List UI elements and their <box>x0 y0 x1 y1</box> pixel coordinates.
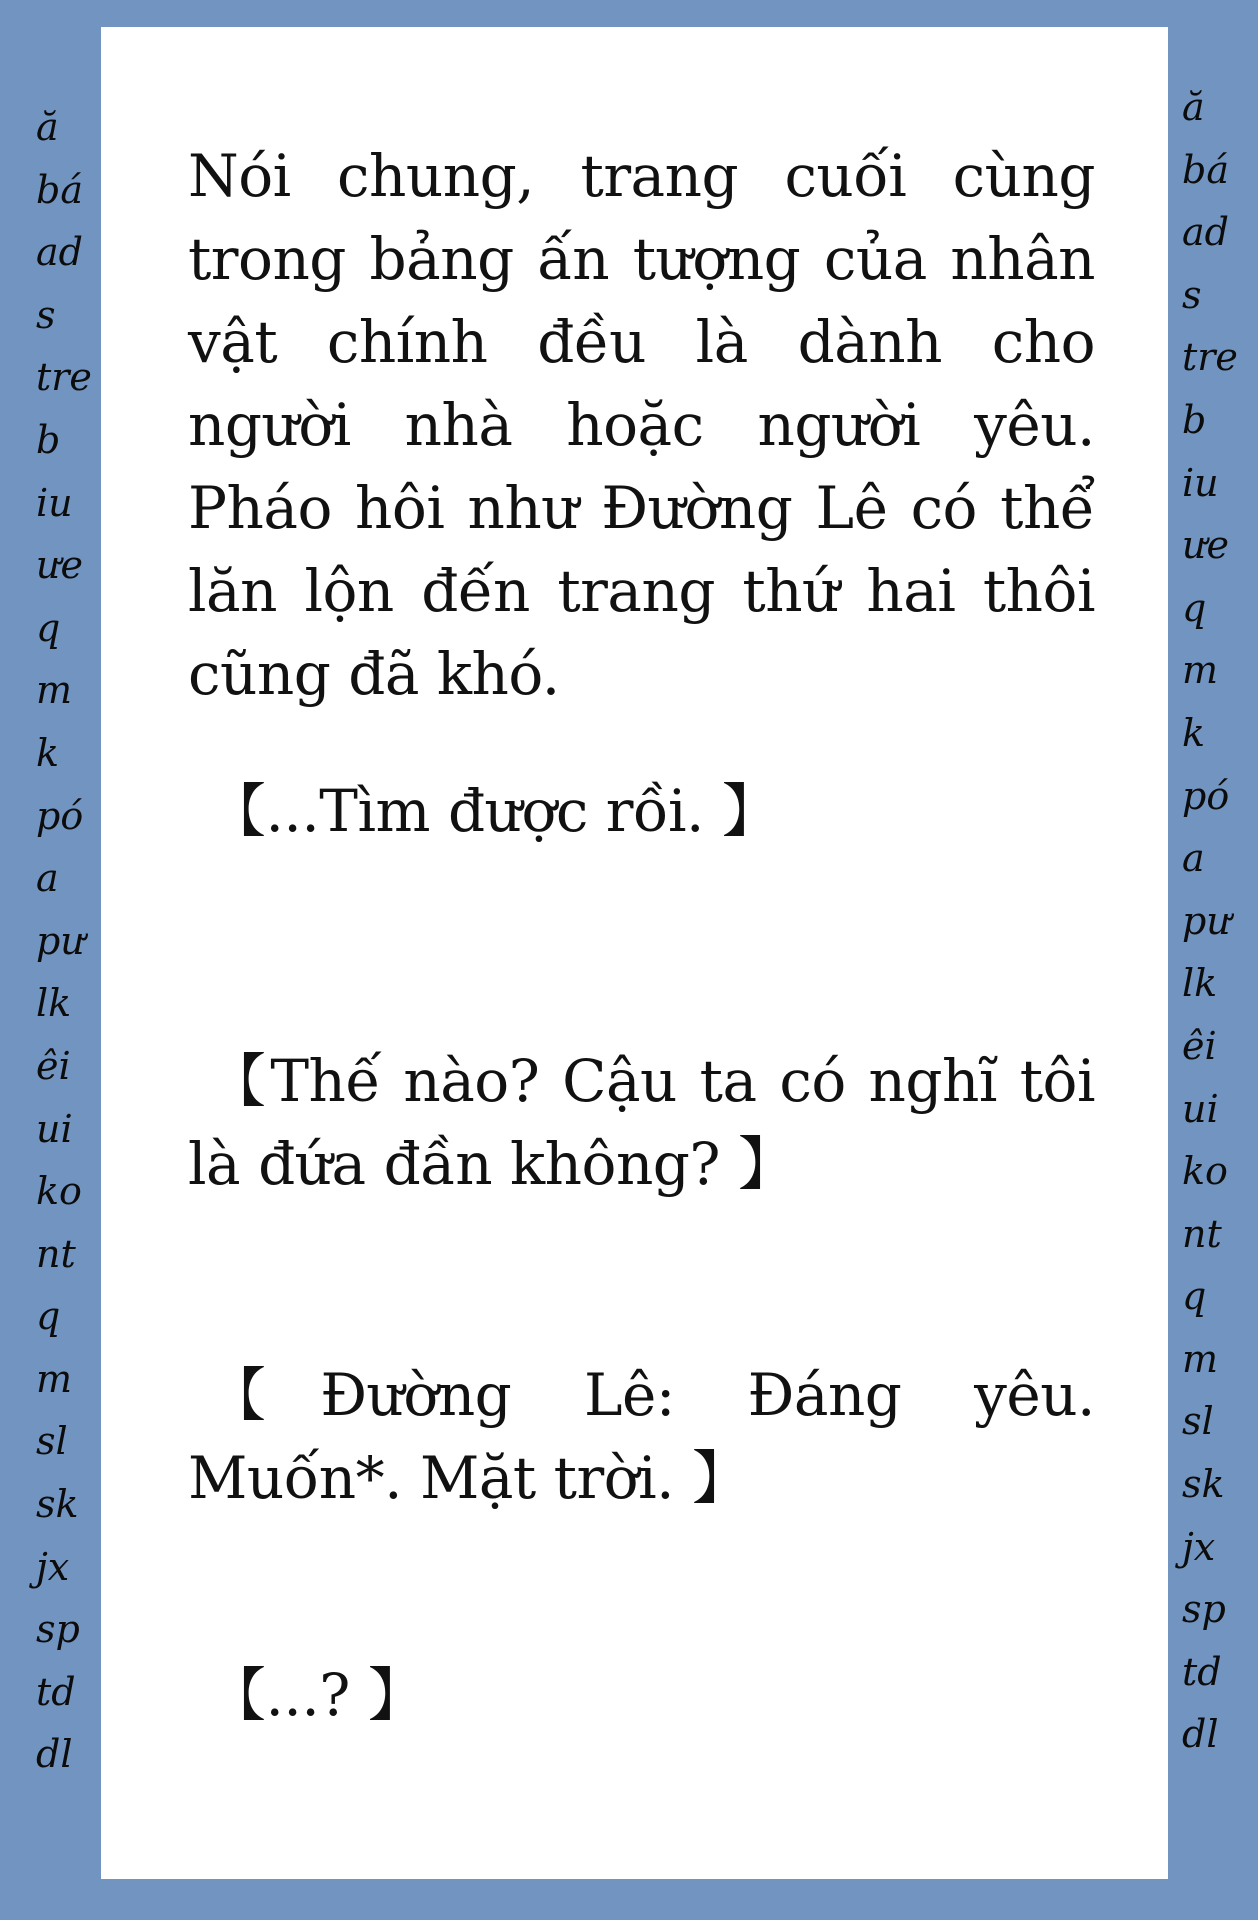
margin-letter: b <box>36 417 61 462</box>
margin-letter: ad <box>1182 210 1229 255</box>
margin-letter: ui <box>1182 1086 1219 1131</box>
margin-letter: k <box>36 730 60 775</box>
margin-letter: ad <box>36 230 83 275</box>
margin-letter: pư <box>36 918 85 963</box>
margin-letter: q <box>1182 1274 1207 1319</box>
margin-letter: lk <box>36 981 72 1026</box>
margin-letter: ưe <box>1182 523 1229 568</box>
margin-letter: ưe <box>36 543 83 588</box>
margin-letter: nt <box>1182 1211 1222 1256</box>
margin-letter: êi <box>36 1043 71 1088</box>
margin-letter: s <box>36 292 56 337</box>
margin-letter: q <box>1182 585 1207 630</box>
margin-letter: tre <box>36 355 92 400</box>
margin-letter: m <box>1182 1336 1219 1381</box>
margin-letter: sl <box>36 1419 68 1464</box>
margin-letter: lk <box>1182 961 1218 1006</box>
margin-letter: sk <box>36 1482 79 1527</box>
margin-letter: iu <box>36 480 73 525</box>
margin-letter: td <box>1182 1649 1222 1694</box>
paragraph-narration: Nói chung, trang cuối cùng trong bảng ấn tượng của nhân vật chính đều là dành cho người nhà hoặc người yêu. Pháo hôi như Đường Lê có thể lăn lộn đến trang thứ hai thôi cũng đã khó. <box>188 142 1095 708</box>
margin-letter: k <box>1182 710 1206 755</box>
margin-letter: dl <box>1182 1712 1219 1757</box>
margin-letter: nt <box>36 1231 76 1276</box>
margin-letter: a <box>36 856 59 901</box>
margin-letter: ă <box>1182 85 1205 129</box>
paragraph-dialogue: 【...Tìm được rồi. 】 <box>208 777 780 845</box>
paragraph-dialogue: 【...? 】 <box>208 1661 426 1729</box>
margin-letter: pó <box>36 793 84 838</box>
margin-letter: q <box>36 1294 61 1339</box>
paragraph-dialogue: 【Thế nào? Cậu ta có nghĩ tôi là đứa đần không? 】 <box>188 1047 1095 1198</box>
margin-letter: ko <box>36 1169 82 1214</box>
margin-letter: jx <box>36 1544 70 1589</box>
margin-letter: tre <box>1182 335 1238 380</box>
margin-letter: a <box>1182 836 1205 881</box>
text-page <box>101 27 1168 1879</box>
margin-letter: pư <box>1182 898 1231 943</box>
margin-letter: sp <box>36 1607 80 1652</box>
margin-letter: s <box>1182 272 1202 317</box>
margin-letter: jx <box>1182 1524 1216 1569</box>
margin-letter: pó <box>1182 773 1230 818</box>
margin-letter: m <box>36 668 73 713</box>
margin-letter: td <box>36 1669 76 1714</box>
margin-letter: iu <box>1182 460 1219 505</box>
margin-letter: êi <box>1182 1023 1217 1068</box>
left-margin-letters <box>14 96 102 1786</box>
margin-letter: ă <box>36 105 59 149</box>
margin-letter: sp <box>1182 1587 1226 1632</box>
margin-letter: bá <box>1182 147 1229 192</box>
margin-letter: dl <box>36 1732 73 1777</box>
margin-letter: m <box>36 1356 73 1401</box>
margin-letter: ko <box>1182 1149 1228 1194</box>
paragraph-dialogue: 【Đường Lê: Đáng yêu. Muốn*. Mặt trời. 】 <box>188 1361 1095 1512</box>
right-margin-letters <box>1160 76 1248 1766</box>
margin-letter: m <box>1182 648 1219 693</box>
margin-letter: q <box>36 605 61 650</box>
margin-letter: sk <box>1182 1462 1225 1507</box>
margin-letter: b <box>1182 397 1207 442</box>
margin-letter: ui <box>36 1106 73 1151</box>
margin-letter: sl <box>1182 1399 1214 1444</box>
margin-letter: bá <box>36 167 83 212</box>
